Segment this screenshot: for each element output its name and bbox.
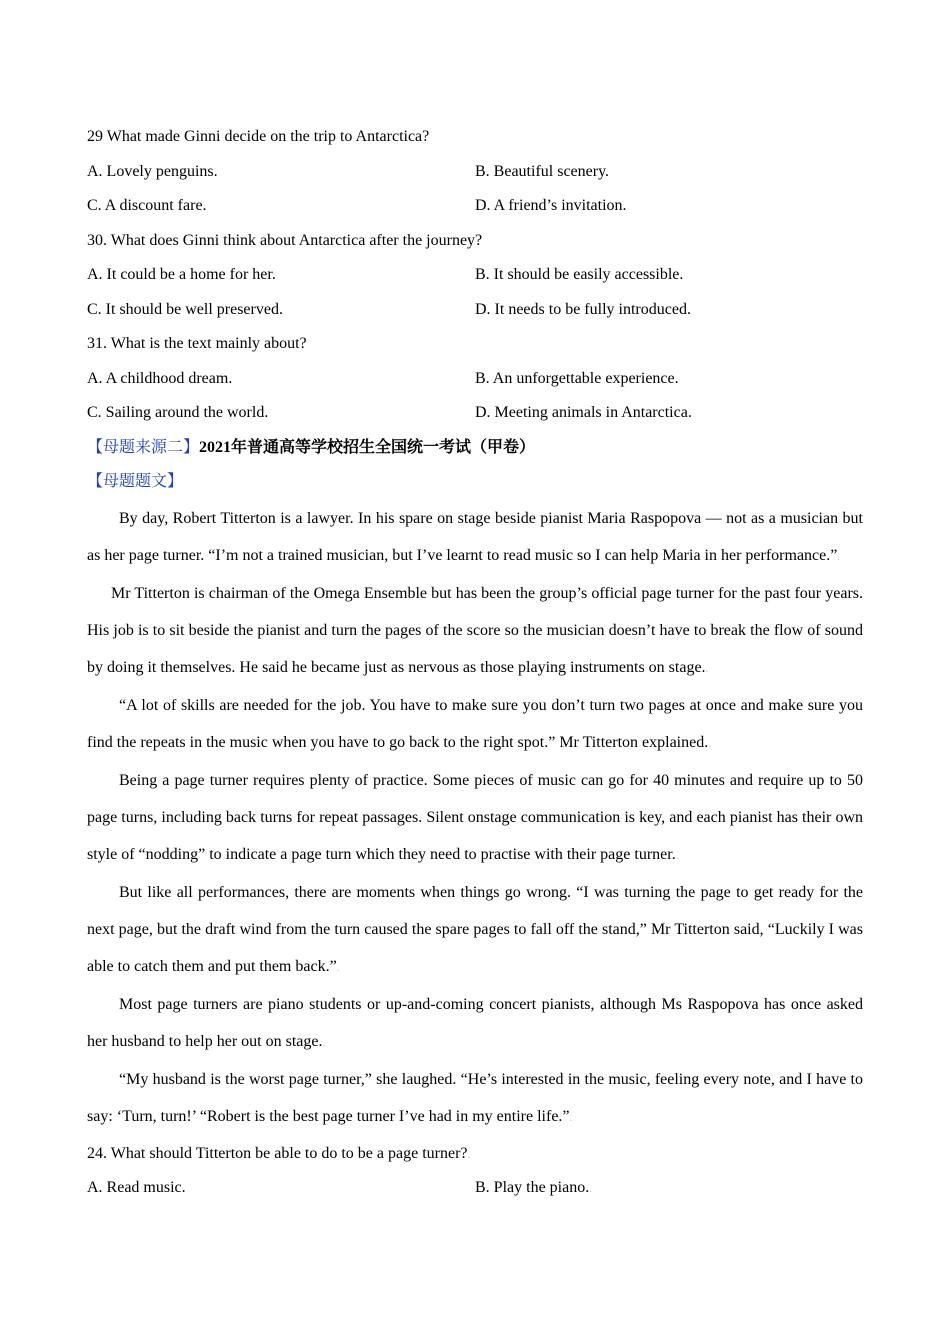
question-30: 30. What does Ginni think about Antarctica after the journey? (87, 231, 483, 249)
passage-paragraph-7: “My husband is the worst page turner,” she laughed. “He’s interested in the music, feeling every note, and I have to say: ‘Turn, turn!’ “Robert is the best page turner I’ve had in my entire life.”. (87, 1070, 863, 1125)
passage-paragraph-6: Most page turners are piano students or up-and-coming concert pianists, although Ms Raspopova has once asked her husband to help her out on stage.. (87, 995, 863, 1050)
paragraph-mark: . (837, 551, 840, 563)
question-24-options (87, 1171, 863, 1206)
paragraph-mark: . (675, 850, 679, 862)
source-title: 2021年普通高等学校招生全国统一考试（甲卷） (199, 438, 536, 456)
option-b: B. Beautiful scenery. (475, 162, 610, 180)
option-d: D. It needs to be fully introduced. (475, 300, 691, 318)
source-label: 【母题来源二】 (87, 438, 200, 456)
passage-paragraph-3: “A lot of skills are needed for the job. You have to make sure you don’t turn two pages at once and make sure you find the repeats in the music when you have to go back to the right spot.” Mr Titterton explained.. (87, 696, 863, 751)
passage-paragraph-5: But like all performances, there are moments when things go wrong. “I was turning the page to get ready for the next page, but the draft wind from the turn caused the spare pages to fall off the stand,” Mr Titterton said, “Luckily I was able to catch them and put them back.”. (87, 883, 863, 975)
question-29: 29 What made Ginni decide on the trip to Antarctica? (87, 128, 430, 145)
paragraph-mark: . (569, 1112, 573, 1124)
question-31: 31. What is the text mainly about? (87, 335, 307, 352)
option-c: C. A discount fare. (87, 197, 207, 214)
paragraph-mark: . (705, 663, 709, 675)
option-b: B. An unforgettable experience. (475, 369, 679, 387)
question-29-options-2 (87, 189, 863, 224)
option-a: A. Lovely penguins. (87, 162, 218, 180)
document-content (87, 120, 863, 1206)
passage-paragraph-2: Mr Titterton is chairman of the Omega Ensemble but has been the group’s official page turner for the past four years. His job is to sit beside the pianist and turn the pages of the score so the musician doesn’t have to break the flow of sound by doing it themselves. He said he became just as nervous as those playing instruments on stage.. (87, 584, 863, 676)
question-29-options (87, 155, 863, 190)
source-heading (87, 431, 863, 466)
option-c: C. Sailing around the world. (87, 404, 269, 421)
option-d: D. Meeting animals in Antarctica. (475, 404, 692, 421)
paragraph-mark: . (708, 738, 711, 750)
question-30-options (87, 258, 863, 293)
question-31-options (87, 362, 863, 397)
passage-paragraph-4: Being a page turner requires plenty of practice. Some pieces of music can go for 40 minutes and require up to 50 page turns, including back turns for repeat passages. Silent onstage communication is key, and each pianist has their own style of “nodding” to indicate a page turn which they need to practise with their page turner.. (87, 771, 863, 863)
text-label: 【母题题文】 (87, 473, 184, 490)
option-a: A. A childhood dream. (87, 369, 233, 387)
question-31-options-2 (87, 396, 863, 431)
option-c: C. It should be well preserved. (87, 300, 283, 318)
passage-paragraph-1: By day, Robert Titterton is a lawyer. In his spare on stage beside pianist Maria Raspopova — not as a musician but as her page turner. “I’m not a trained musician, but I’ve learnt to read music so I can help Maria in her performance.”. (87, 509, 863, 564)
option-a: A. Read music. (87, 1179, 186, 1196)
question-24: 24. What should Titterton be able to do to be a page turner?. (87, 1144, 471, 1162)
option-b: B. Play the piano.. (475, 1179, 592, 1196)
option-d: D. A friend’s invitation. (475, 197, 627, 214)
option-a: A. It could be a home for her. (87, 266, 276, 283)
paragraph-mark: . (322, 1037, 325, 1049)
question-30-options-2 (87, 293, 863, 328)
paragraph-mark: . (589, 1184, 592, 1195)
paragraph-mark: . (336, 962, 340, 974)
option-b: B. It should be easily accessible. (475, 266, 684, 283)
paragraph-mark: . (467, 1149, 471, 1161)
